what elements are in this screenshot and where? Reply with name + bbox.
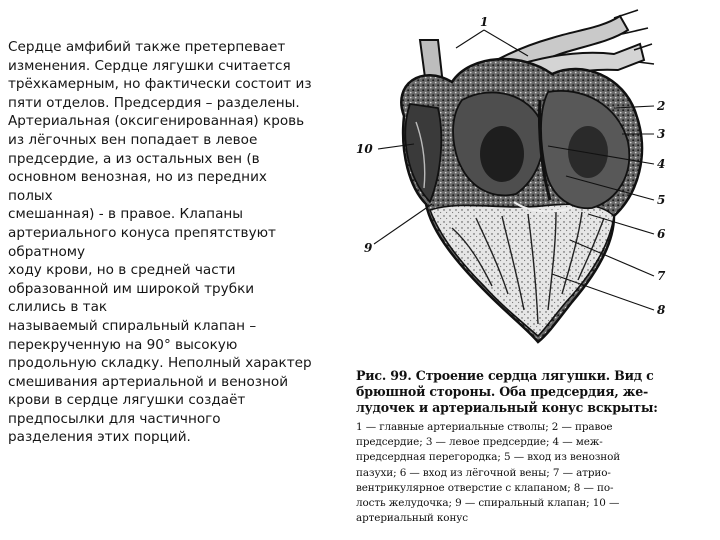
frog-heart-illustration (352, 4, 712, 356)
body-line: трёхкамерным, но фактически состоит из (8, 76, 312, 93)
figure-label-10: 10 (356, 142, 373, 156)
body-line: изменения. Сердце лягушки считается (8, 57, 291, 74)
figure-label-8: 8 (657, 303, 666, 317)
caption-heading-line: лудочек и артериальный конус вскрыты: (356, 400, 658, 415)
body-line: ходу крови, но в средней части (8, 262, 236, 279)
body-line: слились в так (8, 299, 108, 316)
heart-body (401, 59, 642, 342)
body-line: полых (8, 187, 53, 204)
body-line: смешивания артериальной и венозной (8, 373, 289, 390)
body-line: пяти отделов. Предсердия – разделены. (8, 94, 300, 111)
caption-legend-line: артериальный конус (356, 512, 469, 525)
figure-label-9: 9 (364, 241, 373, 255)
caption-legend-line: вентрикулярное отверстие с клапаном; 8 — по- (356, 481, 614, 494)
body-line: смешанная) - в правое. Клапаны (8, 206, 244, 223)
body-line: основном венозная, но из передних (8, 169, 267, 186)
figure-label-6: 6 (657, 227, 666, 241)
body-line: Артериальная (оксигенированная) кровь (8, 113, 305, 130)
caption-legend-line: предсердная перегородка; 5 — вход из венозной (356, 451, 621, 464)
body-line: перекрученную на 90° высокую (8, 336, 238, 353)
body-line: образованной им широкой трубки (8, 280, 255, 297)
body-text (8, 38, 343, 447)
frog-heart-figure (352, 4, 712, 356)
caption-legend-line: предсердие; 3 — левое предсердие; 4 — меж- (356, 436, 603, 449)
figure-label-5: 5 (657, 193, 666, 207)
caption-heading-line: брюшной стороны. Оба предсердия, же- (356, 384, 649, 399)
figure-caption (356, 368, 714, 526)
caption-legend-line: 1 — главные артериальные стволы; 2 — правое (356, 421, 613, 433)
body-line: предсердие, а из остальных вен (в (8, 150, 260, 167)
caption-legend-line: лость желудочка; 9 — спиральный клапан; 10 — (356, 497, 620, 510)
figure-label-2: 2 (657, 99, 666, 113)
figure-label-4: 4 (657, 157, 666, 171)
body-line: артериального конуса препятствуют (8, 224, 276, 241)
caption-heading (356, 368, 714, 416)
caption-legend-line: пазухи; 6 — вход из лёгочной вены; 7 — атрио- (356, 466, 611, 479)
body-line: крови в сердце лягушки создаёт (8, 392, 246, 409)
caption-legend (356, 420, 714, 526)
caption-heading-line: Рис. 99. Строение сердца лягушки. Вид с (356, 368, 654, 383)
figure-label-7: 7 (657, 269, 666, 283)
body-line: разделения этих порций. (8, 429, 191, 446)
figure-label-1: 1 (480, 15, 489, 29)
body-line: Сердце амфибий также претерпевает (8, 39, 286, 55)
body-line: предпосылки для частичного (8, 410, 221, 427)
body-line: обратному (8, 243, 86, 260)
body-line: продольную складку. Неполный характер (8, 355, 312, 372)
figure-label-3: 3 (657, 127, 666, 141)
body-line: называемый спиральный клапан – (8, 317, 257, 334)
body-line: из лёгочных вен попадает в левое (8, 131, 258, 148)
